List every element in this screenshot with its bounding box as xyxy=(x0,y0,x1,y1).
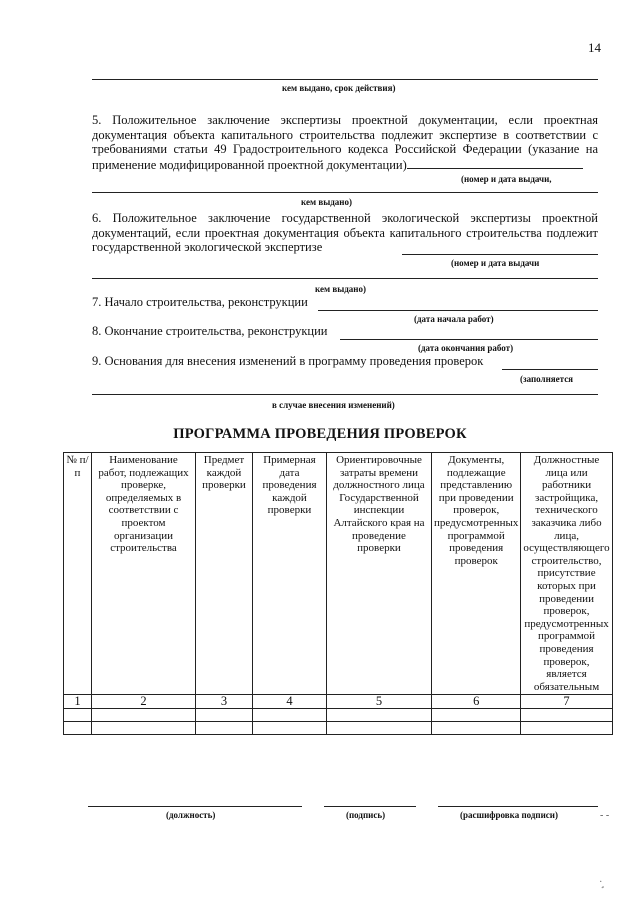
position-caption: (должность) xyxy=(166,810,216,820)
table-cell[interactable] xyxy=(521,722,612,735)
header-cell: Документы, подлежащие представлению при проведении проверок, предусмотренных программой проведения проверок xyxy=(432,453,521,695)
item7-text: 7. Начало строительства, реконструкции xyxy=(92,295,308,309)
item7-caption: (дата начала работ) xyxy=(414,314,494,324)
header-cell: Ориентировочные затраты времени должностного лица Государственной инспекции Алтайского края на проведение проверки xyxy=(327,453,432,695)
header-cell: № п/п xyxy=(64,453,92,695)
item6-text: 6. Положительное заключение государственной экологической экспертизы проектной документаций, если проектная документация объекта капитального строительства подлежит государственной экологической экспертизе xyxy=(92,211,598,254)
table-row xyxy=(64,722,613,735)
table-cell[interactable] xyxy=(92,709,196,722)
item8-caption: (дата окончания работ) xyxy=(418,343,514,353)
number-cell: 5 xyxy=(327,695,432,709)
table-cell[interactable] xyxy=(521,709,612,722)
header-cell: Примерная дата проведения каждой проверки xyxy=(253,453,327,695)
page-number: 14 xyxy=(588,40,601,55)
item9-fill-inline[interactable] xyxy=(502,369,598,370)
table-cell[interactable] xyxy=(432,722,521,735)
decoding-fill-line[interactable] xyxy=(438,806,598,807)
fill-line-top[interactable] xyxy=(92,79,598,80)
number-cell: 4 xyxy=(253,695,327,709)
item6-fill-line[interactable] xyxy=(92,278,598,279)
item9-caption2: в случае внесения изменений) xyxy=(272,400,395,410)
sign-caption: (подпись) xyxy=(346,810,386,820)
table-number-row xyxy=(64,695,613,709)
table-header-row xyxy=(64,453,613,695)
program-table xyxy=(63,452,613,735)
table-cell[interactable] xyxy=(92,722,196,735)
item9-text: 9. Основания для внесения изменений в программу проведения проверок xyxy=(92,354,484,368)
item8-fill-line[interactable] xyxy=(340,339,598,340)
position-fill-line[interactable] xyxy=(88,806,302,807)
table-cell[interactable] xyxy=(327,722,432,735)
item6-caption1: (номер и дата выдачи xyxy=(451,258,540,268)
number-cell: 3 xyxy=(196,695,253,709)
item9-fill-line[interactable] xyxy=(92,394,598,395)
item8-text: 8. Окончание строительства, реконструкции xyxy=(92,324,328,338)
table-row xyxy=(64,709,613,722)
number-cell: 1 xyxy=(64,695,92,709)
number-cell: 6 xyxy=(432,695,521,709)
table-cell[interactable] xyxy=(327,709,432,722)
table-cell[interactable] xyxy=(196,709,253,722)
item5-text: 5. Положительное заключение экспертизы проектной документации, если проектная документация объекта капитального строительства подлежит экспертизе в соответствии с требованиями статьи 49 Градостроительного кодекса Российской Федерации (указание на применение модифицированной проектной документации) xyxy=(92,113,598,172)
table-cell[interactable] xyxy=(432,709,521,722)
scan-mark: - - xyxy=(600,810,610,821)
number-cell: 7 xyxy=(521,695,612,709)
item5-caption2: кем выдано) xyxy=(301,197,352,207)
item6-caption2: кем выдано) xyxy=(315,284,366,294)
sign-fill-line[interactable] xyxy=(324,806,416,807)
header-cell: Наименование работ, подлежащих проверке, определяемых в соответствии с проектом организации строительства xyxy=(92,453,196,695)
scan-mark: · , xyxy=(595,876,609,891)
table-cell[interactable] xyxy=(253,722,327,735)
number-cell: 2 xyxy=(92,695,196,709)
decoding-caption: (расшифровка подписи) xyxy=(460,810,558,820)
program-title: ПРОГРАММА ПРОВЕДЕНИЯ ПРОВЕРОК xyxy=(173,426,467,442)
table-cell[interactable] xyxy=(64,722,92,735)
item5-caption1: (номер и дата выдачи, xyxy=(461,174,552,184)
table-cell[interactable] xyxy=(196,722,253,735)
item9-caption1: (заполняется xyxy=(520,374,574,384)
table-cell[interactable] xyxy=(64,709,92,722)
item7-fill-line[interactable] xyxy=(318,310,598,311)
top-caption: кем выдано, срок действия) xyxy=(282,83,396,93)
item5-fill-inline[interactable] xyxy=(407,157,583,169)
header-cell: Должностные лица или работники застройщика, технического заказчика либо лица, осуществляющего строительство, присутствие которых при проведении проверок, предусмотренных программой проведения проверок, является обязательным xyxy=(521,453,612,695)
header-cell: Предмет каждой проверки xyxy=(196,453,253,695)
table-cell[interactable] xyxy=(253,709,327,722)
item6-fill-inline[interactable] xyxy=(402,254,598,255)
item5-fill-line[interactable] xyxy=(92,192,598,193)
